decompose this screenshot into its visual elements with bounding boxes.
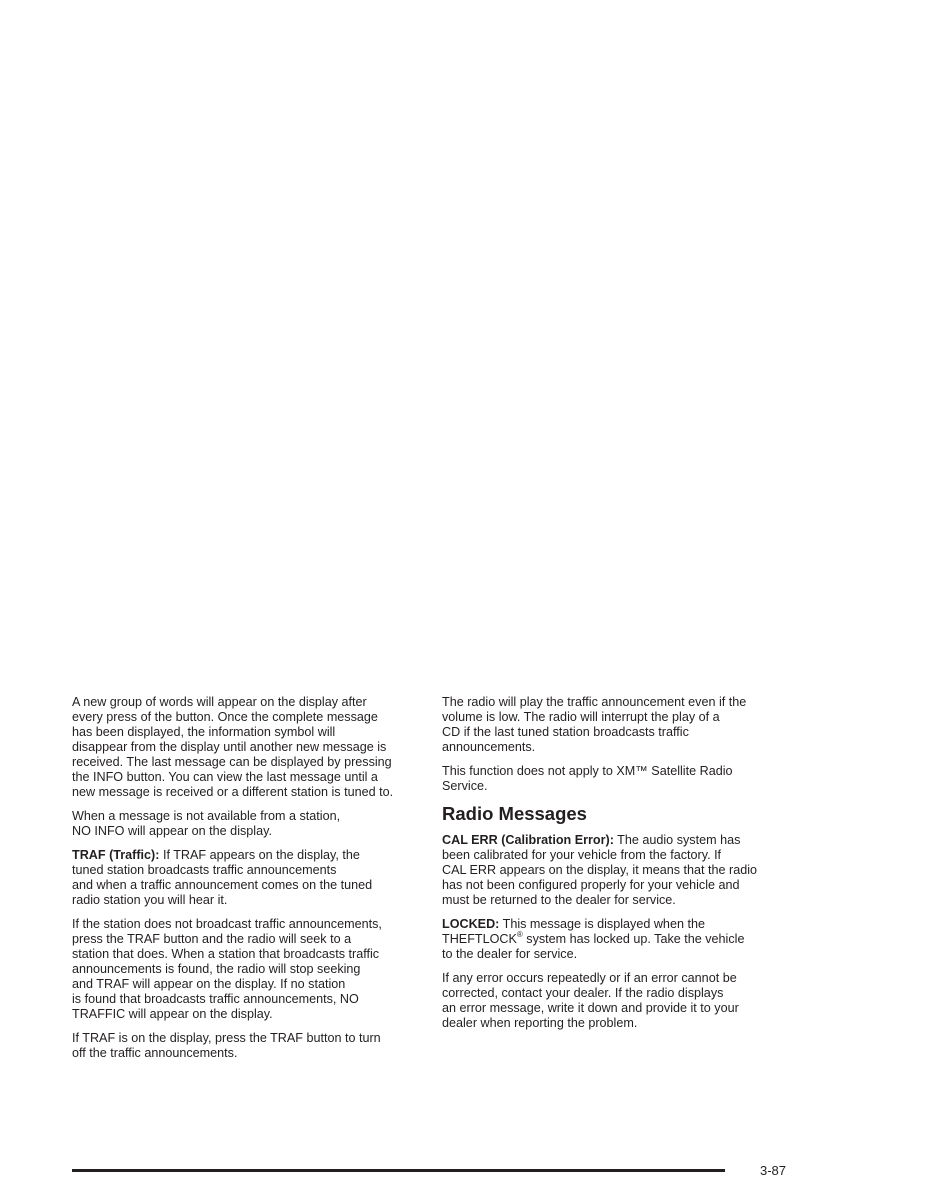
text-line: received. The last message can be displayed by pressing [72,755,392,769]
paragraph-locked [442,917,792,962]
paragraph-new-group-of-words [72,695,422,800]
left-column [72,695,422,1070]
text-line: If any error occurs repeatedly or if an error cannot be [442,971,737,985]
text-line: to the dealer for service. [442,947,578,961]
page-number: 3-87 [760,1163,787,1178]
right-column [442,695,792,1040]
text-line: CAL ERR appears on the display, it means that the radio [442,863,758,877]
text-line: the INFO button. You can view the last message until a [72,770,378,784]
text-line: radio station you will hear it. [72,893,228,907]
text-line: is found that broadcasts traffic announcements, NO [72,992,359,1006]
paragraph-cal-err [442,833,792,908]
paragraph-traf-off [72,1031,422,1061]
text-line [442,929,792,947]
text-line: been calibrated for your vehicle from the factory. If [442,848,722,862]
text-line: press the TRAF button and the radio will seek to a [72,932,352,946]
text-line: has not been configured properly for your vehicle and [442,878,740,892]
paragraph-error-repeat [442,971,792,1031]
text-line [442,917,792,932]
text-line: announcements is found, the radio will stop seeking [72,962,361,976]
term-locked: LOCKED: [442,917,500,931]
text-line: If the station does not broadcast traffic announcements, [72,917,382,931]
text-line: an error message, write it down and provide it to your [442,1001,739,1015]
text-line: tuned station broadcasts traffic announcements [72,863,337,877]
text-line: When a message is not available from a station, [72,809,341,823]
text-line: off the traffic announcements. [72,1046,238,1060]
text-line: dealer when reporting the problem. [442,1016,638,1030]
term-traf: TRAF (Traffic): [72,848,160,862]
text-line: disappear from the display until another new message is [72,740,387,754]
text-line [72,848,422,863]
text-line: If TRAF is on the display, press the TRAF button to turn [72,1031,381,1045]
text-line: announcements. [442,740,536,754]
paragraph-no-info [72,809,422,839]
text-line: station that does. When a station that broadcasts traffic [72,947,380,961]
text-line: TRAFFIC will appear on the display. [72,1007,273,1021]
text-fragment: The audio system has [613,833,741,847]
text-line: Service. [442,779,488,793]
text-line: NO INFO will appear on the display. [72,824,272,838]
text-line: and when a traffic announcement comes on the tuned [72,878,373,892]
paragraph-traf [72,848,422,908]
registered-mark: ® [516,929,523,939]
text-line: new message is received or a different station is tuned to. [72,785,394,799]
text-fragment: This message is displayed when the [499,917,705,931]
text-line: CD if the last tuned station broadcasts traffic [442,725,689,739]
text-fragment: system has locked up. Take the vehicle [522,932,745,946]
text-line: every press of the button. Once the complete message [72,710,378,724]
text-line: volume is low. The radio will interrupt the play of a [442,710,720,724]
text-fragment: If TRAF appears on the display, the [159,848,360,862]
paragraph-traf-seek [72,917,422,1022]
paragraph-traffic-volume [442,695,792,755]
section-heading: Radio Messages [442,803,587,824]
paragraph-xm-note [442,764,792,794]
text-line: The radio will play the traffic announcement even if the [442,695,747,709]
text-line: and TRAF will appear on the display. If no station [72,977,346,991]
text-line [442,833,792,848]
text-fragment: THEFTLOCK [442,932,517,946]
footer-rule [72,1169,725,1172]
term-cal-err: CAL ERR (Calibration Error): [442,833,614,847]
text-line: This function does not apply to XM™ Satellite Radio [442,764,733,778]
text-line: has been displayed, the information symbol will [72,725,336,739]
text-line: must be returned to the dealer for service. [442,893,676,907]
text-line: A new group of words will appear on the display after [72,695,367,709]
text-line: corrected, contact your dealer. If the radio displays [442,986,724,1000]
